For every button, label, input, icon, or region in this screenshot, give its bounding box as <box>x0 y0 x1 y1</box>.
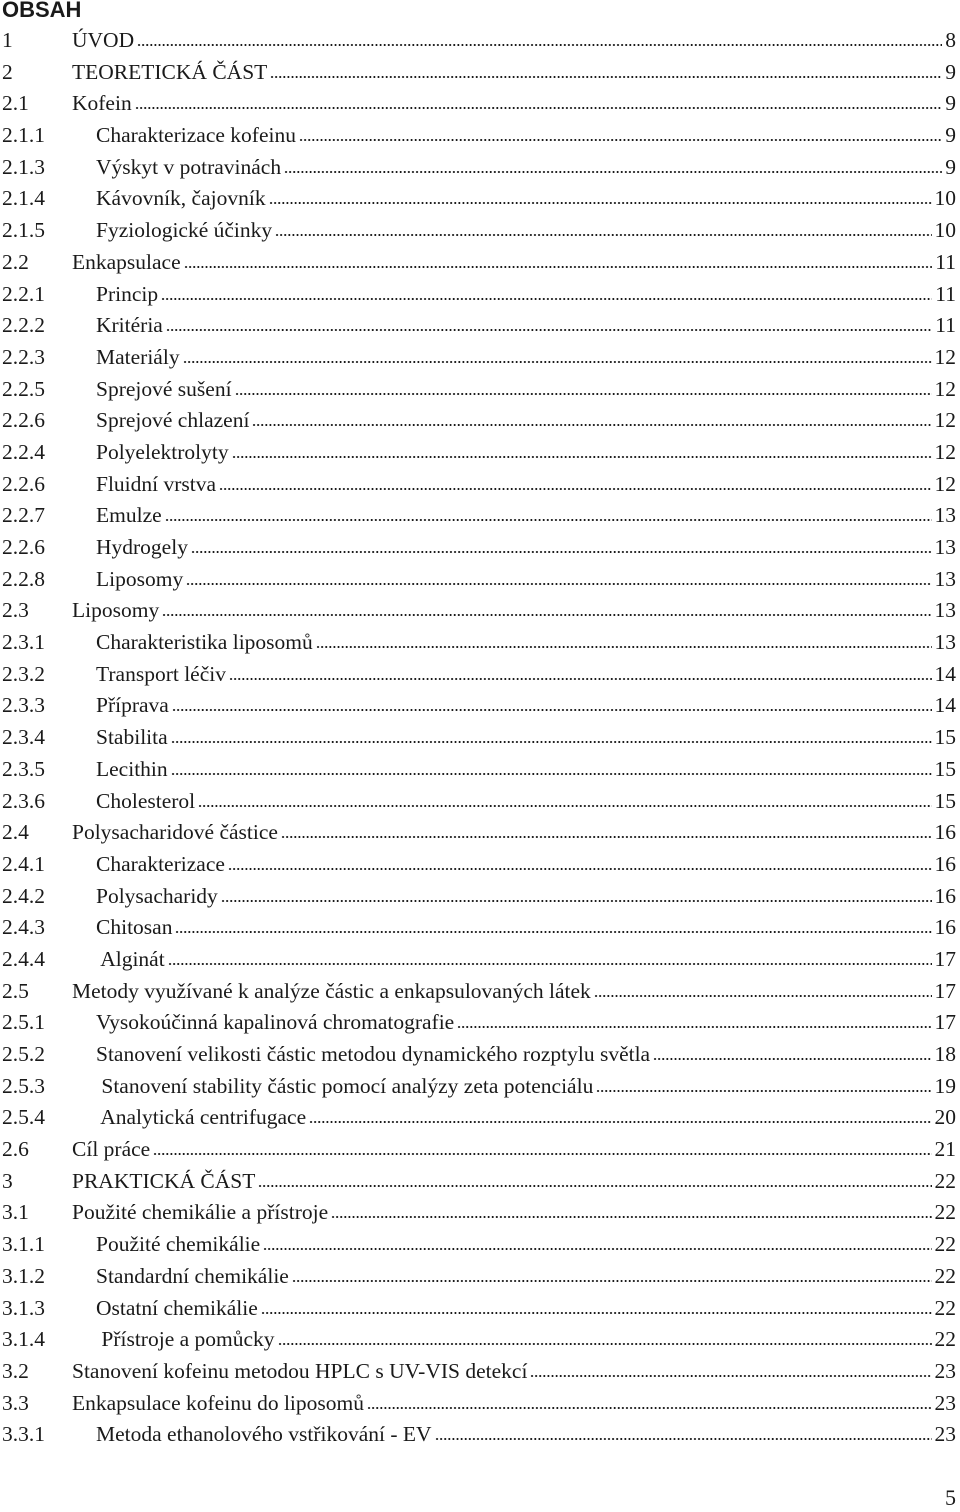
toc-dot-leader <box>166 328 932 332</box>
toc-dot-leader <box>270 75 942 79</box>
toc-entry[interactable] <box>0 1102 958 1134</box>
toc-dot-leader <box>367 1406 932 1410</box>
toc-dot-leader <box>596 1089 931 1093</box>
toc-entry-number: 3.1.1 <box>2 1232 45 1257</box>
toc-entry-title: Kávovník, čajovník <box>96 186 266 211</box>
toc-dot-leader <box>284 170 942 174</box>
toc-entry[interactable] <box>0 1007 958 1039</box>
toc-entry-title: Výskyt v potravinách <box>96 154 282 179</box>
toc-entry-title: ÚVOD <box>72 28 135 52</box>
toc-entry-title: Chitosan <box>96 915 173 940</box>
toc-entry-page: 22 <box>934 1295 956 1320</box>
toc-entry-page: 22 <box>934 1200 956 1225</box>
toc-entry-title: Enkapsulace kofeinu do liposomů <box>72 1390 364 1415</box>
toc-entry[interactable] <box>0 120 958 152</box>
toc-entry-number: 2.3.6 <box>2 788 45 813</box>
toc-entry-number: 2.5 <box>2 978 29 1003</box>
toc-entry-title: Stanovení stability částic pomocí analýzy zeta potenciálu <box>96 1073 594 1098</box>
toc-entry-page: 13 <box>934 535 956 559</box>
toc-entry-title: Materiály <box>96 344 180 369</box>
toc-dot-leader <box>135 106 943 110</box>
toc-dot-leader <box>175 930 931 934</box>
toc-dot-leader <box>191 550 932 554</box>
toc-dot-leader <box>530 1374 931 1378</box>
toc-entry-title: Přístroje a pomůcky <box>96 1327 275 1352</box>
toc-entry-page: 23 <box>934 1358 956 1383</box>
toc-dot-leader <box>184 265 933 269</box>
toc-entry-page: 14 <box>934 693 956 718</box>
toc-entry[interactable] <box>0 437 958 469</box>
toc-entry-number: 2.2.5 <box>2 376 45 401</box>
toc-entry-page: 8 <box>945 28 956 52</box>
toc-entry-number: 2.4.3 <box>2 915 45 940</box>
toc-entry[interactable] <box>0 944 958 976</box>
toc-dot-leader <box>299 138 942 142</box>
toc-entry[interactable] <box>0 500 958 532</box>
toc-entry[interactable] <box>0 25 958 57</box>
toc-entry-number: 2.5.1 <box>2 1010 45 1035</box>
toc-entry-title: Fyziologické účinky <box>96 218 273 243</box>
toc-entry[interactable] <box>0 405 958 437</box>
toc-entry-page: 21 <box>934 1137 956 1162</box>
toc-entry[interactable] <box>0 532 958 564</box>
toc-entry-number: 2.4.2 <box>2 883 45 908</box>
toc-entry[interactable] <box>0 817 958 849</box>
toc-entry-page: 13 <box>934 630 956 655</box>
toc-entry-number: 3.3 <box>2 1390 29 1415</box>
toc-dot-leader <box>162 613 931 617</box>
toc-entry-title: Stanovení velikosti částic metodou dynamického rozptylu světla <box>96 1042 651 1066</box>
toc-entry-number: 2.3.2 <box>2 661 45 686</box>
toc-entry-number: 3.1.3 <box>2 1295 45 1320</box>
toc-entry-number: 3.1 <box>2 1200 29 1225</box>
toc-dot-leader <box>171 772 932 776</box>
toc-entry-page: 17 <box>934 946 956 971</box>
toc-entry[interactable] <box>0 912 958 944</box>
table-of-contents <box>0 25 958 1451</box>
toc-entry-page: 22 <box>934 1168 956 1193</box>
toc-entry-number: 2.2.2 <box>2 313 45 338</box>
toc-entry-number: 2.2.6 <box>2 408 45 433</box>
toc-entry-page: 15 <box>934 725 956 750</box>
toc-entry-title: Použité chemikálie <box>96 1232 261 1257</box>
toc-entry-title: Fluidní vrstva <box>96 471 217 496</box>
toc-entry-title: Lecithin <box>96 756 168 781</box>
toc-entry-page: 23 <box>934 1390 956 1415</box>
toc-entry-page: 23 <box>934 1422 956 1447</box>
toc-dot-leader <box>165 518 932 522</box>
toc-entry-title: Princip <box>96 281 159 306</box>
toc-entry-page: 12 <box>934 439 956 464</box>
toc-entry-title: Polysacharidy <box>96 883 218 908</box>
toc-entry[interactable] <box>0 1229 958 1261</box>
toc-entry-page: 15 <box>934 756 956 781</box>
toc-dot-leader <box>457 1025 931 1029</box>
toc-entry-number: 2.2.3 <box>2 344 45 369</box>
toc-entry-page: 13 <box>934 503 956 528</box>
toc-entry-title: Charakteristika liposomů <box>96 630 313 655</box>
toc-dot-leader <box>269 201 932 205</box>
toc-entry-number: 2.1.5 <box>2 218 45 243</box>
toc-entry-title: Standardní chemikálie <box>96 1263 289 1288</box>
toc-entry[interactable] <box>0 1419 958 1451</box>
toc-entry-title: Kritéria <box>96 313 163 338</box>
toc-entry-title: Sprejové chlazení <box>96 408 250 433</box>
toc-entry[interactable] <box>0 1324 958 1356</box>
toc-entry-number: 2.4.4 <box>2 946 45 971</box>
toc-entry-title: PRAKTICKÁ ČÁST <box>72 1168 256 1193</box>
toc-entry-page: 9 <box>945 59 956 84</box>
toc-dot-leader <box>161 297 932 301</box>
toc-entry[interactable] <box>0 247 958 279</box>
toc-entry-page: 11 <box>935 281 956 306</box>
toc-entry-title: Enkapsulace <box>72 249 181 274</box>
toc-entry-number: 2.5.2 <box>2 1042 45 1066</box>
toc-entry[interactable] <box>0 754 958 786</box>
toc-entry-number: 2.4 <box>2 820 29 845</box>
toc-entry-page: 13 <box>934 566 956 591</box>
toc-entry[interactable] <box>0 976 958 1008</box>
toc-entry-title: Charakterizace <box>96 851 225 876</box>
toc-entry-page: 17 <box>934 978 956 1003</box>
toc-entry[interactable] <box>0 215 958 247</box>
toc-entry-title: Ostatní chemikálie <box>96 1295 258 1320</box>
toc-entry[interactable] <box>0 881 958 913</box>
toc-entry-number: 2.2.1 <box>2 281 45 306</box>
toc-entry-number: 2.2.6 <box>2 471 45 496</box>
toc-dot-leader <box>153 1152 931 1156</box>
toc-entry-title: Liposomy <box>96 566 184 591</box>
toc-entry[interactable] <box>0 310 958 342</box>
toc-entry-number: 2.5.4 <box>2 1105 45 1130</box>
toc-entry-title: Hydrogely <box>96 535 188 559</box>
toc-dot-leader <box>261 1311 932 1315</box>
toc-dot-leader <box>172 708 932 712</box>
toc-entry-page: 14 <box>934 661 956 686</box>
toc-entry-title: Emulze <box>96 503 162 528</box>
toc-entry-page: 22 <box>934 1263 956 1288</box>
toc-entry-number: 3.2 <box>2 1358 29 1383</box>
toc-dot-leader <box>232 455 932 459</box>
toc-entry-number: 2.3.3 <box>2 693 45 718</box>
toc-entry-title: TEORETICKÁ ČÁST <box>72 59 268 84</box>
toc-entry-title: Stanovení kofeinu metodou HPLC s UV-VIS detekcí <box>72 1358 528 1383</box>
toc-entry[interactable] <box>0 659 958 691</box>
toc-entry-title: Metody využívané k analýze částic a enkapsulovaných látek <box>72 978 591 1003</box>
toc-entry-title: Liposomy <box>72 598 160 623</box>
toc-entry[interactable] <box>0 88 958 120</box>
toc-entry-title: Charakterizace kofeinu <box>96 123 296 148</box>
toc-entry-number: 2.5.3 <box>2 1073 45 1098</box>
toc-dot-leader <box>235 392 932 396</box>
toc-entry-number: 1 <box>2 28 13 52</box>
toc-dot-leader <box>275 233 931 237</box>
toc-entry[interactable] <box>0 342 958 374</box>
toc-entry-title: Polysacharidové částice <box>72 820 278 845</box>
toc-dot-leader <box>281 835 932 839</box>
toc-dot-leader <box>292 1279 932 1283</box>
toc-dot-leader <box>183 360 932 364</box>
toc-dot-leader <box>186 582 931 586</box>
toc-entry-page: 11 <box>935 313 956 338</box>
toc-entry[interactable] <box>0 627 958 659</box>
toc-entry-title: Analytická centrifugace <box>96 1105 307 1130</box>
toc-entry-number: 2.1.3 <box>2 154 45 179</box>
toc-entry-number: 2.1.4 <box>2 186 45 211</box>
toc-entry-number: 2.3.1 <box>2 630 45 655</box>
toc-entry-number: 2.6 <box>2 1137 29 1162</box>
toc-entry-number: 2.3.5 <box>2 756 45 781</box>
toc-entry[interactable] <box>0 1388 958 1420</box>
toc-entry-number: 2.1.1 <box>2 123 45 148</box>
toc-dot-leader <box>594 994 932 998</box>
toc-entry-number: 2.4.1 <box>2 851 45 876</box>
toc-dot-leader <box>653 1057 931 1061</box>
toc-entry[interactable] <box>0 183 958 215</box>
toc-dot-leader <box>435 1437 932 1441</box>
toc-entry-number: 2.2.8 <box>2 566 45 591</box>
toc-entry-page: 13 <box>934 598 956 623</box>
toc-entry-number: 2.1 <box>2 91 29 116</box>
toc-entry[interactable] <box>0 690 958 722</box>
toc-entry-page: 9 <box>945 123 956 148</box>
toc-entry-page: 12 <box>934 471 956 496</box>
toc-entry-page: 10 <box>934 218 956 243</box>
toc-entry-title: Cholesterol <box>96 788 196 813</box>
toc-entry-title: Kofein <box>72 91 132 116</box>
toc-entry[interactable] <box>0 279 958 311</box>
toc-entry-title: Alginát <box>96 946 165 971</box>
toc-entry-title: Použité chemikálie a přístroje <box>72 1200 329 1225</box>
toc-heading: OBSAH <box>2 0 82 22</box>
toc-entry[interactable] <box>0 1356 958 1388</box>
toc-entry-title: Vysokoúčinná kapalinová chromatografie <box>96 1010 455 1035</box>
toc-dot-leader <box>137 43 942 47</box>
toc-entry-title: Transport léčiv <box>96 661 226 686</box>
toc-dot-leader <box>309 1120 931 1124</box>
toc-entry-page: 20 <box>934 1105 956 1130</box>
toc-entry-number: 3.3.1 <box>2 1422 45 1447</box>
toc-entry-number: 2.2.6 <box>2 535 45 559</box>
toc-entry-number: 2.3.4 <box>2 725 45 750</box>
toc-entry[interactable] <box>0 57 958 89</box>
toc-dot-leader <box>252 423 931 427</box>
toc-entry-number: 3.1.4 <box>2 1327 45 1352</box>
toc-dot-leader <box>219 487 931 491</box>
toc-entry[interactable] <box>0 152 958 184</box>
toc-dot-leader <box>258 1184 931 1188</box>
toc-dot-leader <box>171 740 932 744</box>
toc-entry[interactable] <box>0 722 958 754</box>
toc-dot-leader <box>221 899 932 903</box>
toc-entry-page: 11 <box>935 249 956 274</box>
toc-dot-leader <box>278 1342 932 1346</box>
toc-entry[interactable] <box>0 1071 958 1103</box>
toc-dot-leader <box>168 962 932 966</box>
toc-entry-number: 3.1.2 <box>2 1263 45 1288</box>
toc-entry[interactable] <box>0 595 958 627</box>
toc-entry-title: Cíl práce <box>72 1137 151 1162</box>
page-number: 5 <box>945 1485 956 1510</box>
toc-entry-title: Stabilita <box>96 725 168 750</box>
toc-entry-page: 9 <box>945 91 956 116</box>
toc-entry-page: 10 <box>934 186 956 211</box>
toc-entry-page: 22 <box>934 1232 956 1257</box>
toc-entry[interactable] <box>0 849 958 881</box>
toc-entry[interactable] <box>0 564 958 596</box>
toc-entry-number: 2 <box>2 59 13 84</box>
toc-dot-leader <box>229 677 932 681</box>
toc-dot-leader <box>263 1247 931 1251</box>
toc-entry-page: 16 <box>934 883 956 908</box>
toc-entry-number: 2.2.7 <box>2 503 45 528</box>
toc-entry-page: 17 <box>934 1010 956 1035</box>
toc-entry-page: 9 <box>945 154 956 179</box>
toc-entry-page: 16 <box>934 851 956 876</box>
toc-entry-page: 18 <box>934 1042 956 1066</box>
toc-entry[interactable] <box>0 1293 958 1325</box>
toc-entry-page: 12 <box>934 344 956 369</box>
toc-entry-page: 16 <box>934 820 956 845</box>
toc-entry[interactable] <box>0 1134 958 1166</box>
toc-entry[interactable] <box>0 374 958 406</box>
toc-entry[interactable] <box>0 1039 958 1071</box>
toc-entry-number: 2.2.4 <box>2 439 45 464</box>
toc-entry-page: 19 <box>934 1073 956 1098</box>
toc-entry-page: 12 <box>934 376 956 401</box>
toc-entry-page: 22 <box>934 1327 956 1352</box>
toc-dot-leader <box>331 1215 931 1219</box>
toc-entry[interactable] <box>0 786 958 818</box>
toc-entry-page: 16 <box>934 915 956 940</box>
toc-entry-title: Příprava <box>96 693 169 718</box>
toc-entry[interactable] <box>0 469 958 501</box>
toc-entry-number: 2.2 <box>2 249 29 274</box>
toc-dot-leader <box>316 645 932 649</box>
toc-dot-leader <box>228 867 932 871</box>
toc-entry[interactable] <box>0 1197 958 1229</box>
toc-dot-leader <box>198 804 931 808</box>
toc-entry-title: Metoda ethanolového vstřikování - EV <box>96 1422 432 1447</box>
toc-entry-page: 12 <box>934 408 956 433</box>
toc-entry-number: 3 <box>2 1168 13 1193</box>
toc-entry-title: Polyelektrolyty <box>96 439 229 464</box>
toc-entry-page: 15 <box>934 788 956 813</box>
toc-entry[interactable] <box>0 1166 958 1198</box>
toc-entry[interactable] <box>0 1261 958 1293</box>
toc-entry-number: 2.3 <box>2 598 29 623</box>
toc-entry-title: Sprejové sušení <box>96 376 232 401</box>
